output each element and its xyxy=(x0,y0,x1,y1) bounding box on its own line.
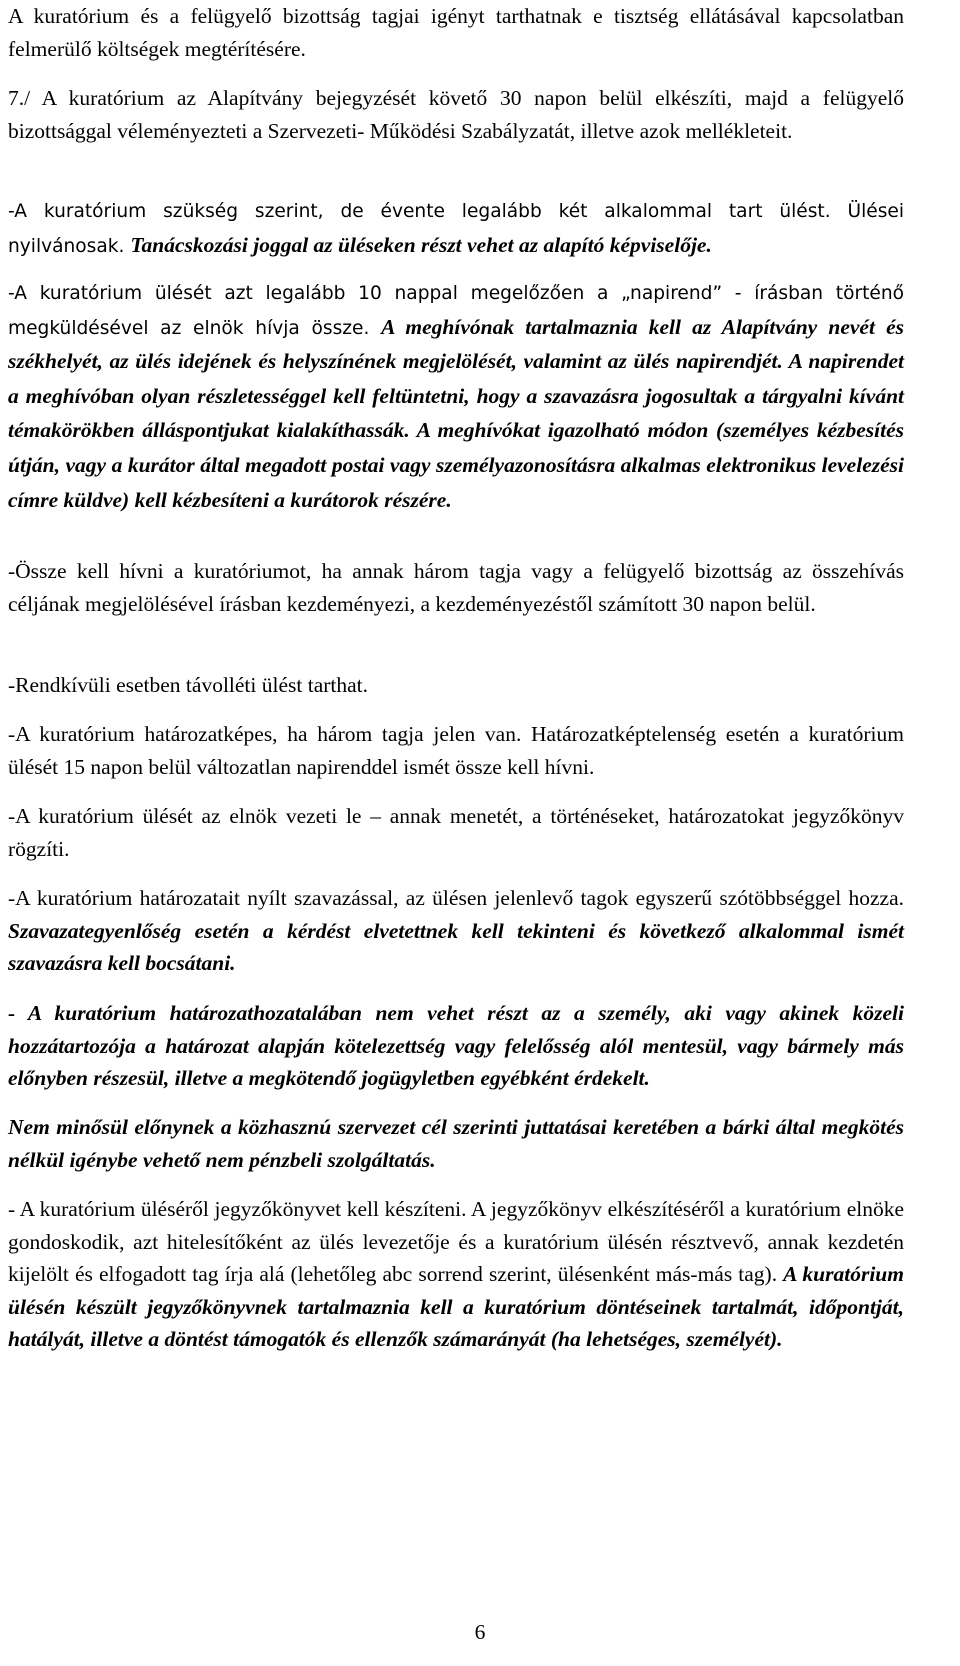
paragraph-8 xyxy=(8,800,904,865)
paragraph-7 xyxy=(8,718,904,783)
paragraph-9-text: -A kuratórium határozatait nyílt szavazással, az ülésen jelenlevő tagok egyszerű szótöbbséggel hozza. xyxy=(8,886,904,910)
paragraph-2 xyxy=(8,82,904,147)
paragraph-8-text: -A kuratórium ülését az elnök vezeti le – annak menetét, a történéseket, határozatokat jegyzőkönyv rögzíti. xyxy=(8,804,904,861)
paragraph-1 xyxy=(8,0,904,65)
paragraph-4-emphasis: A meghívónak tartalmaznia kell az Alapítvány nevét és székhelyét, az ülés idejének és helyszínének megjelölését, valamint az ülés napirendjét. A napirendet a meghívóban olyan részletességgel kell feltüntetni, hogy a szavazásra jogosultak a tárgyalni kívánt témakörökben álláspontjukat kialakíthassák. A meghívókat igazolható módon (személyes kézbesítés útján, vagy a kurátor által megadott postai vagy személyazonosításra alkalmas elektronikus levelezési címre küldve) kell kézbesíteni a kurátorok részére. xyxy=(8,314,905,512)
paragraph-3-text: -A kuratórium szükség szerint, de évente legalább két alkalommal tart ülést. Ülései nyilvánosak. xyxy=(8,201,904,257)
page-number: 6 xyxy=(474,1620,486,1644)
paragraph-12-text: - A kuratórium üléséről jegyzőkönyvet kell készíteni. A jegyzőkönyv elkészítéséről a kuratórium elnöke gondoskodik, azt hitelesítőként az ülés levezetője és a kuratórium ülésén résztvevő, annak kezdetén kijelölt és elfogadott tag írja alá (lehetőleg abc sorrend szerint, ülésenként más-más tag). xyxy=(8,1197,904,1287)
paragraph-12 xyxy=(8,1193,904,1356)
paragraph-1-text: A kuratórium és a felügyelő bizottság tagjai igényt tarthatnak e tisztség ellátásával kapcsolatban felmerülő költségek megtérítésére. xyxy=(8,4,904,61)
paragraph-9-emphasis: Szavazategyenlőség esetén a kérdést elvetettnek kell tekinteni és következő alkalommal ismét szavazásra kell bocsátani. xyxy=(8,918,904,976)
paragraph-5-text: -Össze kell hívni a kuratóriumot, ha annak három tagja vagy a felügyelő bizottság az összehívás céljának megjelölésével írásban kezdeményezi, a kezdeményezéstől számított 30 napon belül. xyxy=(8,559,904,616)
paragraph-9 xyxy=(8,882,904,980)
paragraph-12-emphasis: A kuratórium ülésén készült jegyzőkönyvnek tartalmaznia kell a kuratórium döntéseinek tartalmát, időpontját, hatályát, illetve a döntést támogatók és ellenzők számarányát (ha lehetséges, személyét). xyxy=(8,1262,904,1352)
paragraph-5 xyxy=(8,555,904,620)
paragraph-11-text: Nem minősül előnynek a közhasznú szervezet cél szerinti juttatásai keretében a bárki által megkötés nélkül igénybe vehető nem pénzbeli szolgáltatás. xyxy=(8,1115,904,1172)
paragraph-10 xyxy=(8,997,904,1095)
paragraph-11 xyxy=(8,1111,904,1176)
paragraph-10-text: - A kuratórium határozathozatalában nem vehet részt az a személy, aki vagy akinek közeli hozzátartozója a határozat alapján kötelezettség vagy felelősség alól mentesül, vagy bármely más előnyben részesül, illetve a megkötendő jogügyletben egyébként érdekelt. xyxy=(8,1001,904,1091)
paragraph-7-text: -A kuratórium határozatképes, ha három tagja jelen van. Határozatképtelenség esetén a kuratórium ülését 15 napon belül változatlan napirenddel ismét össze kell hívni. xyxy=(8,722,904,779)
paragraph-4-text: -A kuratórium ülését azt legalább 10 nappal megelőzően a „napirend” - írásban történő megküldésével az elnök hívja össze. xyxy=(8,283,904,339)
paragraph-3-emphasis: Tanácskozási joggal az üléseken részt vehet az alapító képviselője. xyxy=(130,232,712,257)
paragraph-4 xyxy=(8,278,904,518)
paragraph-6 xyxy=(8,669,904,702)
paragraph-3 xyxy=(8,196,904,263)
paragraph-6-text: -Rendkívüli esetben távolléti ülést tarthat. xyxy=(8,673,369,697)
paragraph-2-text: 7./ A kuratórium az Alapítvány bejegyzését követő 30 napon belül elkészíti, majd a felügyelő bizottsággal véleményezteti a Szervezeti- Működési Szabályzatát, illetve azok mellékleteit. xyxy=(8,86,904,143)
